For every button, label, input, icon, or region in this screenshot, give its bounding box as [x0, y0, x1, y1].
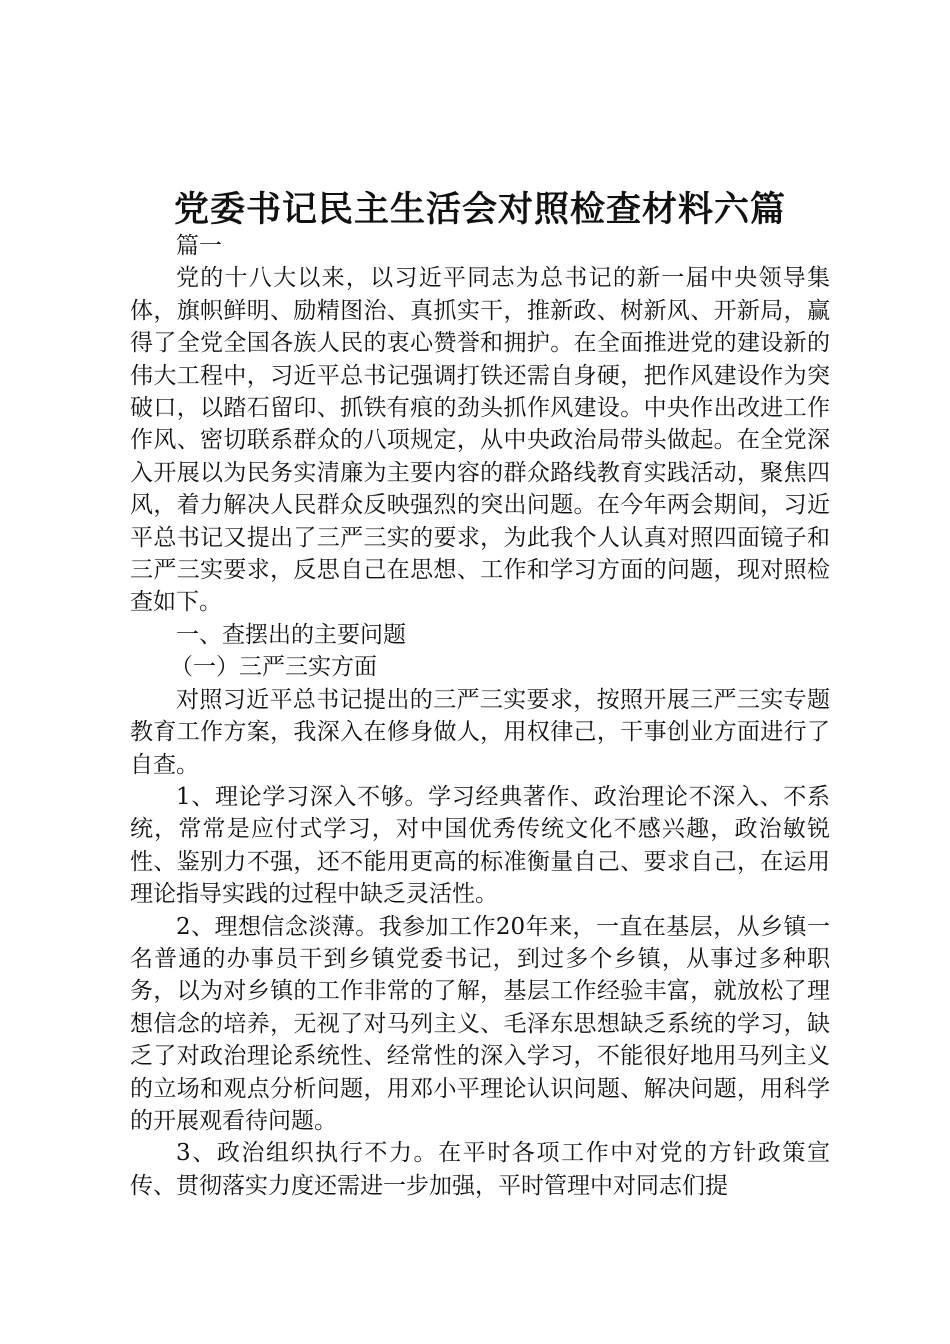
part-label: 篇一	[176, 233, 222, 259]
paragraph: 对照习近平总书记提出的三严三实要求，按照开展三严三实专题教育工作方案，我深入在修身做人，用权律己，干事创业方面进行了自查。	[130, 686, 830, 778]
paragraph: 3、政治组织执行不力。在平时各项工作中对党的方针政策宣传、贯彻落实力度还需进一步加强，平时管理中对同志们提	[130, 1140, 830, 1199]
document-title: 党委书记民主生活会对照检查材料六篇	[173, 189, 786, 230]
paragraph: 党的十八大以来，以习近平同志为总书记的新一届中央领导集体，旗帜鲜明、励精图治、真抓实干，推新政、树新风、开新局，赢得了全党全国各族人民的衷心赞誉和拥护。在全面推进党的建设新的伟大工程中，习近平总书记强调打铁还需自身硬，把作风建设作为突破口，以踏石留印、抓铁有痕的劲头抓作风建设。中央作出改进工作作风、密切联系群众的八项规定，从中央政治局带头做起。在全党深入开展以为民务实清廉为主要内容的群众路线教育实践活动，聚焦四风，着力解决人民群众反映强烈的突出问题。在今年两会期间，习近平总书记又提出了三严三实的要求，为此我个人认真对照四面镜子和三严三实要求，反思自己在思想、工作和学习方面的问题，现对照检查如下。	[130, 265, 830, 616]
section-heading: 一、查摆出的主要问题	[176, 621, 406, 648]
paragraph: 2、理想信念淡薄。我参加工作20年来，一直在基层，从乡镇一名普通的办事员干到乡镇党委书记，到过多个乡镇，从事过多种职务，以为对乡镇的工作非常的了解，基层工作经验丰富，就放松了理想信念的培养，无视了对马列主义、毛泽东思想缺乏系统的学习，缺乏了对政治理论系统性、经常性的深入学习，不能很好地用马列主义的立场和观点分析问题，用邓小平理论认识问题、解决问题，用科学的开展观看待问题。	[130, 913, 830, 1134]
document-body	[130, 230, 830, 1202]
paragraph: 1、理论学习深入不够。学习经典著作、政治理论不深入、不系统，常常是应付式学习，对中国优秀传统文化不感兴趣，政治敏锐性、鉴别力不强，还不能用更高的标准衡量自己、要求自己，在运用理论指导实践的过程中缺乏灵活性。	[130, 783, 830, 908]
subsection-heading: （一）三严三实方面	[170, 654, 377, 681]
